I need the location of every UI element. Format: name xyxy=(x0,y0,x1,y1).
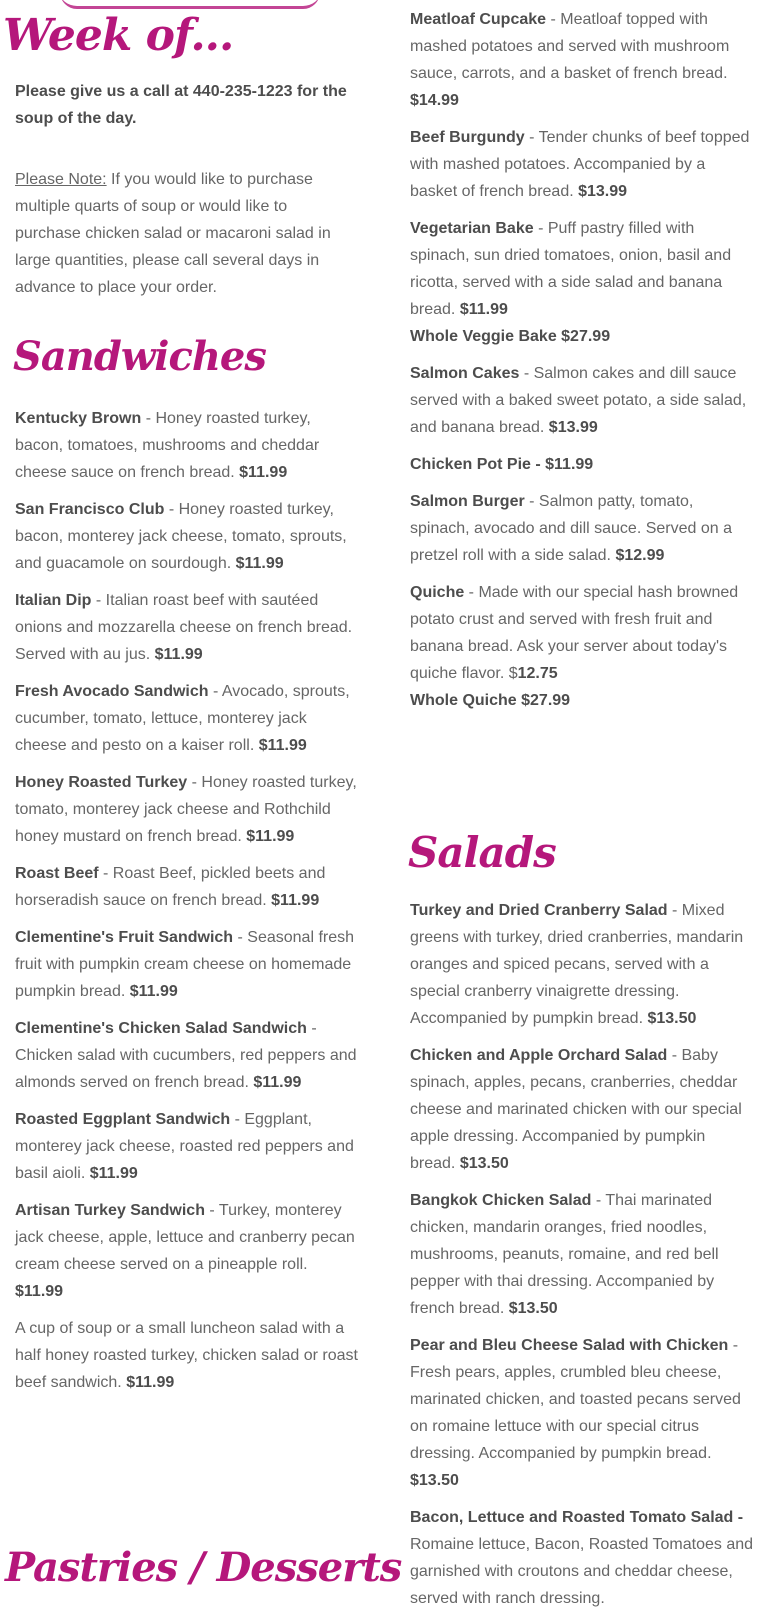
item-name: Vegetarian Bake xyxy=(410,220,534,237)
item-desc: - Honey roasted turkey, tomato, monterey jack cheese and Rothchild honey mustard on french bread. xyxy=(15,774,357,845)
call-paragraph xyxy=(15,78,365,132)
menu-item xyxy=(410,1504,755,1612)
item-price: $11.99 xyxy=(129,983,178,1000)
item-desc: - Honey roasted turkey, bacon, monterey jack cheese, tomato, sprouts, and guacamole on sourdough. xyxy=(15,501,347,572)
item-price: $11.99 xyxy=(126,1374,175,1391)
soup-salad-combo xyxy=(15,1315,360,1396)
item-name: Chicken and Apple Orchard Salad xyxy=(410,1047,668,1064)
item-price: $11.99 xyxy=(246,828,295,845)
item-price: $12.99 xyxy=(615,547,665,564)
item-name: Chicken Pot Pie - $11.99 xyxy=(410,456,594,473)
item-price: $13.50 xyxy=(508,1300,558,1317)
menu-item xyxy=(15,405,360,486)
item-price: $11.99 xyxy=(271,892,320,909)
item-name: Turkey and Dried Cranberry Salad xyxy=(410,902,668,919)
item-name: Roasted Eggplant Sandwich xyxy=(15,1111,231,1128)
menu-item xyxy=(15,1197,360,1305)
item-price: $11.99 xyxy=(258,737,307,754)
call-text-b: for the soup of the day. xyxy=(15,83,347,127)
salad-list xyxy=(410,897,755,1622)
item-desc: - Roast Beef, pickled beets and horseradish sauce on french bread. xyxy=(15,865,326,909)
item-name: Pear and Bleu Cheese Salad with Chicken xyxy=(410,1337,729,1354)
item-price: $11.99 xyxy=(459,301,508,318)
item-desc: - Avocado, sprouts, cucumber, tomato, lettuce, monterey jack cheese and pesto on a kaiser roll. xyxy=(15,683,350,754)
menu-item xyxy=(410,1187,755,1322)
menu-item xyxy=(15,1106,360,1187)
menu-item xyxy=(410,124,755,205)
item-price: $13.99 xyxy=(548,419,598,436)
menu-item xyxy=(410,1332,755,1494)
item-price: $13.50 xyxy=(459,1155,509,1172)
menu-item xyxy=(15,496,360,577)
item-name: Meatloaf Cupcake xyxy=(410,11,547,28)
sandwiches-heading: Sandwiches xyxy=(13,333,266,380)
menu-item xyxy=(15,587,360,668)
item-price: $13.50 xyxy=(410,1472,459,1489)
menu-item xyxy=(410,897,755,1032)
item-name: Italian Dip xyxy=(15,592,92,609)
item-price: $11.99 xyxy=(15,1283,64,1300)
item-name: Bangkok Chicken Salad xyxy=(410,1192,592,1209)
menu-item xyxy=(410,360,755,441)
menu-item xyxy=(15,924,360,1005)
item-desc: - Puff pastry filled with spinach, sun dried tomatoes, onion, basil and ricotta, served with a side salad and banana bread. xyxy=(410,220,732,318)
menu-item xyxy=(15,860,360,914)
sandwich-list xyxy=(15,405,360,1406)
whole-quiche: Whole Quiche $27.99 xyxy=(410,692,571,709)
item-desc: - Made with our special hash browned potato crust and served with fresh fruit and banana bread. Ask your server about today's quiche flavor. $ xyxy=(410,584,739,682)
item-price: $11.99 xyxy=(235,555,284,572)
item-price: $14.99 xyxy=(410,92,459,109)
item-desc: - Tender chunks of beef topped with mashed potatoes. Accompanied by a basket of french bread. xyxy=(410,129,750,200)
item-price: $13.50 xyxy=(647,1010,697,1027)
item-name: Clementine's Fruit Sandwich xyxy=(15,929,234,946)
item-desc: - Italian roast beef with sautéed onions and mozzarella cheese on french bread. Served with au jus. xyxy=(15,592,353,663)
item-price: $11.99 xyxy=(253,1074,302,1091)
item-desc: - Seasonal fresh fruit with pumpkin cream cheese on homemade pumpkin bread. xyxy=(15,929,355,1000)
item-desc: - Eggplant, monterey jack cheese, roasted red peppers and basil aioli. xyxy=(15,1111,354,1182)
item-name: Beef Burgundy xyxy=(410,129,525,146)
salads-heading: Salads xyxy=(408,828,556,877)
item-price: $11.99 xyxy=(89,1165,138,1182)
menu-item xyxy=(410,488,755,569)
item-name: Salmon Burger xyxy=(410,493,525,510)
item-name: Quiche xyxy=(410,584,465,601)
item-price: $11.99 xyxy=(239,464,288,481)
item-desc: Romaine lettuce, Bacon, Roasted Tomatoes and garnished with croutons and cheddar cheese, served with ranch dressing. xyxy=(410,1536,754,1607)
item-desc: - Thai marinated chicken, mandarin oranges, fried noodles, mushrooms, peanuts, romaine, and red bell pepper with thai dressing. Accompanied by french bread. xyxy=(410,1192,719,1317)
item-name: Honey Roasted Turkey xyxy=(15,774,188,791)
item-name: Artisan Turkey Sandwich xyxy=(15,1202,205,1219)
menu-item xyxy=(410,451,755,478)
item-desc: A cup of soup or a small luncheon salad with a half honey roasted turkey, chicken salad or roast beef sandwich. xyxy=(15,1320,358,1391)
top-flourish xyxy=(60,0,320,9)
entree-list xyxy=(410,6,755,714)
menu-item xyxy=(410,6,755,114)
menu-item xyxy=(410,215,755,323)
menu-item xyxy=(410,579,755,687)
item-name: Bacon, Lettuce and Roasted Tomato Salad - xyxy=(410,1509,744,1526)
item-name: Kentucky Brown xyxy=(15,410,142,427)
item-name: San Francisco Club xyxy=(15,501,165,518)
item-desc: - Honey roasted turkey, bacon, tomatoes, mushrooms and cheddar cheese sauce on french bread. xyxy=(15,410,320,481)
whole-veggie-bake: Whole Veggie Bake $27.99 xyxy=(410,328,611,345)
item-name: Clementine's Chicken Salad Sandwich xyxy=(15,1020,307,1037)
phone-number[interactable]: 440-235-1223 xyxy=(192,83,293,100)
note-label: Please Note: xyxy=(15,171,107,188)
menu-item xyxy=(410,1042,755,1177)
menu-item xyxy=(15,1015,360,1096)
item-name: Salmon Cakes xyxy=(410,365,520,382)
item-desc: - Fresh pears, apples, crumbled bleu cheese, marinated chicken, and toasted pecans served on romaine lettuce with our special citrus dressing. Accompanied by pumpkin bread. xyxy=(410,1337,741,1462)
item-price: 12.75 xyxy=(517,665,558,682)
item-desc: - Salmon patty, tomato, spinach, avocado and dill sauce. Served on a pretzel roll with a side salad. xyxy=(410,493,732,564)
menu-item xyxy=(15,678,360,759)
item-price: $11.99 xyxy=(154,646,203,663)
item-desc: - Baby spinach, apples, pecans, cranberries, cheddar cheese and marinated chicken with our special apple dressing. Accompanied by pumpkin bread. xyxy=(410,1047,742,1172)
item-name: Fresh Avocado Sandwich xyxy=(15,683,209,700)
note-paragraph xyxy=(15,166,355,301)
call-text-a: Please give us a call at xyxy=(15,83,193,100)
item-desc: - Salmon cakes and dill sauce served with a baked sweet potato, a side salad, and banana bread. xyxy=(410,365,747,436)
item-desc: - Meatloaf topped with mashed potatoes and served with mushroom sauce, carrots, and a basket of french bread. xyxy=(410,11,730,82)
menu-item xyxy=(15,769,360,850)
item-desc: - Turkey, monterey jack cheese, apple, lettuce and cranberry pecan cream cheese served on a pineapple roll. xyxy=(15,1202,355,1273)
week-heading: Week of... xyxy=(3,10,234,61)
item-name: Roast Beef xyxy=(15,865,99,882)
note-text: If you would like to purchase multiple quarts of soup or would like to purchase chicken salad or macaroni salad in large quantities, please call several days in advance to place your order. xyxy=(15,171,331,296)
item-desc: - Mixed greens with turkey, dried cranberries, mandarin oranges and spiced pecans, served with a special cranberry vinaigrette dressing. Accompanied by pumpkin bread. xyxy=(410,902,744,1027)
item-price: $13.99 xyxy=(578,183,628,200)
item-desc: - Chicken salad with cucumbers, red peppers and almonds served on french bread. xyxy=(15,1020,357,1091)
pastries-heading: Pastries / Desserts xyxy=(5,1544,402,1591)
